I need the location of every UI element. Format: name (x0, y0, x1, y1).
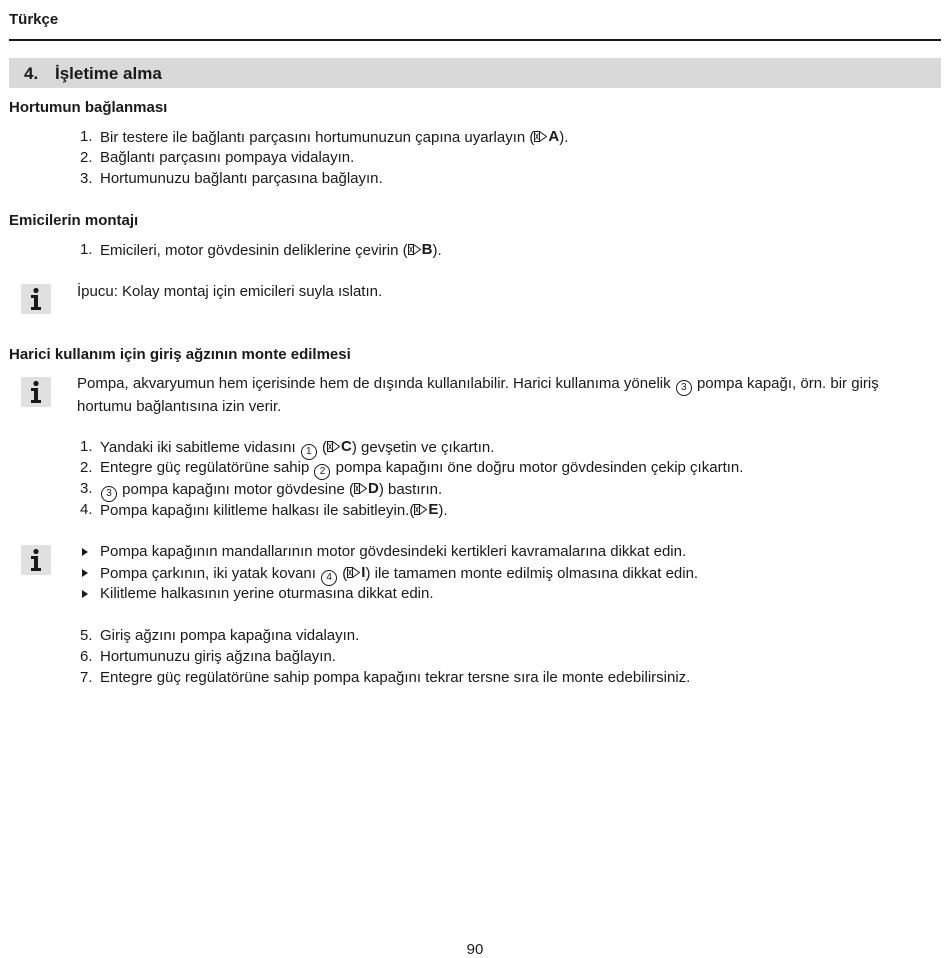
external-info-text: Pompa, akvaryumun hem içerisinde hem de dışında kullanılabilir. Harici kullanıma yönelik 3 pompa kapağı, örn. bir giriş hortumu bağlantısına izin verir. (77, 375, 879, 415)
info-icon (21, 284, 51, 314)
list-item: 1. Emicileri, motor gövdesinin deliklerine çevirin ( B ). (80, 241, 442, 259)
notes-list (80, 541, 698, 604)
list-item: Kilitleme halkasının yerine oturmasına dikkat edin. (80, 583, 698, 604)
figure-ref-icon (414, 504, 427, 515)
hose-steps (80, 126, 568, 189)
figure-ref: A (534, 126, 559, 147)
figure-ref: E (414, 499, 438, 520)
section-number: 4. (24, 64, 39, 83)
hose-heading: Hortumun bağlanması (9, 99, 168, 116)
callout-number: 3 (676, 380, 692, 396)
list-item: 1. Yandaki iki sabitleme vidasını 1 ( C ) gevşetin ve çıkartın. (80, 436, 743, 457)
figure-ref-icon (354, 483, 367, 494)
info-icon (21, 545, 51, 575)
list-item: 4. Pompa kapağını kilitleme halkası ile sabitleyin.( E ). (80, 501, 448, 519)
tip-text: İpucu: Kolay montaj için emicileri suyla ıslatın. (77, 283, 383, 300)
figure-ref: I (347, 562, 365, 583)
external-heading: Harici kullanım için giriş ağzının monte edilmesi (9, 346, 351, 363)
language-label: Türkçe (9, 11, 59, 28)
list-item: 1. Bir testere ile bağlantı parçasını hortumunuzun çapına uyarlayın ( A ). (80, 128, 569, 146)
bullet-arrow-icon (82, 548, 88, 556)
list-item: 2. Bağlantı parçasını pompaya vidalayın. (80, 149, 355, 166)
figure-ref: C (327, 436, 352, 457)
figure-ref: D (354, 478, 379, 499)
suction-heading: Emicilerin montajı (9, 212, 139, 229)
figure-ref: B (408, 239, 433, 260)
list-item: 7. Entegre güç regülatörüne sahip pompa kapağını tekrar tersne sıra ile monte edebilirsiniz. (80, 669, 691, 686)
figure-ref-icon (327, 441, 340, 452)
bullet-arrow-icon (82, 569, 88, 577)
list-item: 5. Giriş ağzını pompa kapağına vidalayın. (80, 627, 360, 644)
bullet-arrow-icon (82, 590, 88, 598)
callout-number: 4 (321, 570, 337, 586)
list-item: Pompa kapağının mandallarının motor gövdesindeki kertikleri kavramalarına dikkat edin. (80, 541, 698, 562)
info-icon (21, 377, 51, 407)
section-title: İşletime alma (55, 64, 162, 83)
list-item: 6. Hortumunuzu giriş ağzına bağlayın. (80, 648, 336, 665)
callout-number: 2 (314, 464, 330, 480)
page-number: 90 (466, 941, 484, 958)
header-rule (9, 39, 941, 41)
suction-steps (80, 239, 442, 260)
callout-number: 3 (101, 486, 117, 502)
section-header (9, 58, 941, 88)
list-item: 3. 3 pompa kapağını motor gövdesine ( D ) bastırın. (80, 478, 743, 499)
figure-ref-icon (408, 244, 421, 255)
callout-number: 1 (301, 444, 317, 460)
external-steps (80, 436, 743, 520)
list-item: 2. Entegre güç regülatörüne sahip 2 pompa kapağını öne doğru motor gövdesinden çekip çıkartın. (80, 457, 743, 478)
external-steps-continued (80, 625, 690, 688)
figure-ref-icon (347, 567, 360, 578)
list-item: 3. Hortumunuzu bağlantı parçasına bağlayın. (80, 170, 383, 187)
figure-ref-icon (534, 131, 547, 142)
list-item: Pompa çarkının, iki yatak kovanı 4 ( I ) ile tamamen monte edilmiş olmasına dikkat edin. (80, 562, 698, 583)
